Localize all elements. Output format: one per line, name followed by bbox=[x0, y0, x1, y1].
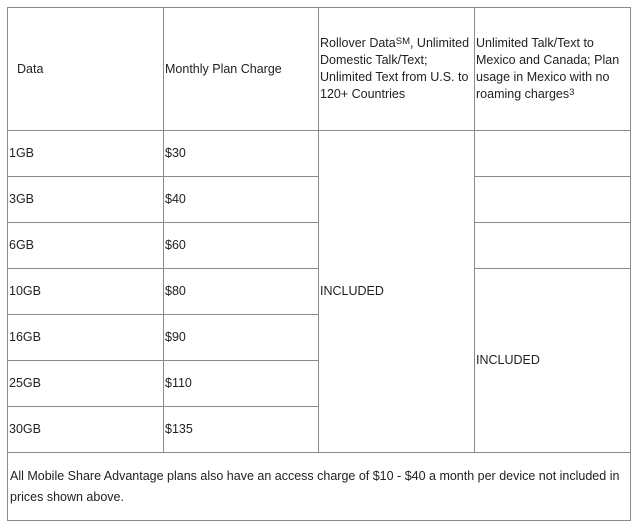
mexico-included-cell: INCLUDED bbox=[475, 269, 631, 453]
data-cell: 6GB bbox=[8, 223, 164, 269]
mexico-empty-cell bbox=[475, 223, 631, 269]
data-cell: 25GB bbox=[8, 361, 164, 407]
header-mexico-text: Unlimited Talk/Text to Mexico and Canada; Plan usage in Mexico with no roaming charges bbox=[476, 36, 620, 101]
footnote-row bbox=[8, 453, 631, 521]
data-cell: 10GB bbox=[8, 269, 164, 315]
charge-cell: $40 bbox=[164, 177, 319, 223]
mexico-empty-cell bbox=[475, 177, 631, 223]
charge-cell: $80 bbox=[164, 269, 319, 315]
data-cell: 16GB bbox=[8, 315, 164, 361]
header-rollover-suffix: , Unlimited Domestic Talk/Text; Unlimited Text from U.S. to 120+ Countries bbox=[320, 36, 470, 101]
data-cell: 3GB bbox=[8, 177, 164, 223]
header-mexico-sup: 3 bbox=[569, 87, 575, 98]
header-rollover-data bbox=[319, 8, 475, 131]
plan-pricing-table bbox=[7, 7, 631, 521]
header-row bbox=[8, 8, 631, 131]
footnote-text: All Mobile Share Advantage plans also have an access charge of $10 - $40 a month per device not included in prices shown above. bbox=[8, 453, 631, 521]
header-rollover-sup: SM bbox=[395, 36, 410, 47]
data-cell: 30GB bbox=[8, 407, 164, 453]
charge-cell: $30 bbox=[164, 131, 319, 177]
table-row bbox=[8, 131, 631, 177]
mexico-empty-cell bbox=[475, 131, 631, 177]
charge-cell: $60 bbox=[164, 223, 319, 269]
header-data: Data bbox=[8, 8, 164, 131]
header-monthly-plan-charge: Monthly Plan Charge bbox=[164, 8, 319, 131]
charge-cell: $135 bbox=[164, 407, 319, 453]
rollover-included-cell: INCLUDED bbox=[319, 131, 475, 453]
header-mexico-canada bbox=[475, 8, 631, 131]
data-cell: 1GB bbox=[8, 131, 164, 177]
charge-cell: $110 bbox=[164, 361, 319, 407]
charge-cell: $90 bbox=[164, 315, 319, 361]
header-rollover-prefix: Rollover Data bbox=[320, 36, 396, 50]
